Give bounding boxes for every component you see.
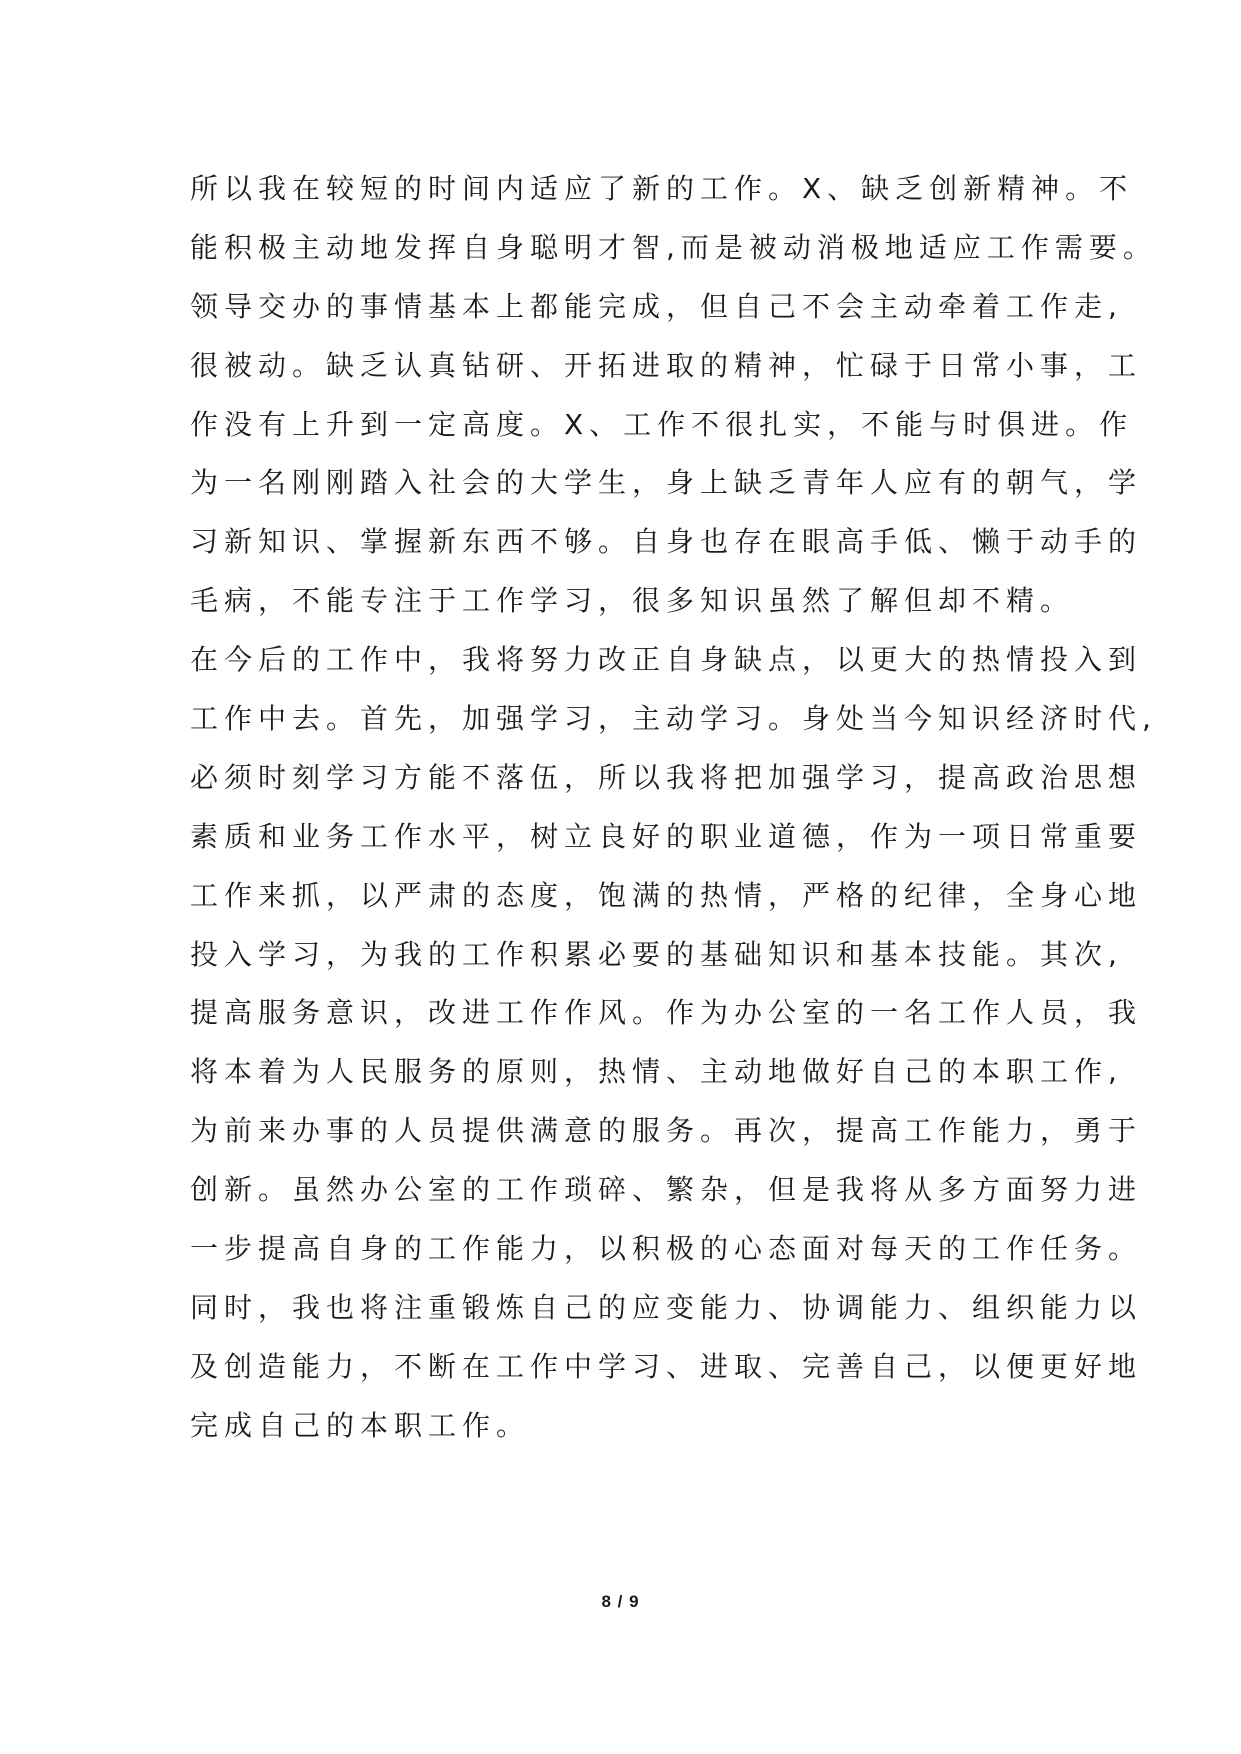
body-text [190,160,1157,1456]
text-line: 为前来办事的人员提供满意的服务。再次，提高工作能力，勇于 [190,1114,1143,1148]
text-line: 习新知识、掌握新东西不够。自身也存在眼高手低、懒于动手的 [190,525,1143,559]
text-line: 工作来抓，以严肃的态度，饱满的热情，严格的纪律，全身心地 [190,878,1143,912]
text-line: 在今后的工作中，我将努力改正自身缺点，以更大的热情投入到 [190,643,1143,677]
text-line: 能积极主动地发挥自身聪明才智,而是被动消极地适应工作需要。 [190,230,1157,264]
text-line: 同时，我也将注重锻炼自己的应变能力、协调能力、组织能力以 [190,1290,1143,1324]
text-line: 一步提高自身的工作能力，以积极的心态面对每天的工作任务。 [190,1232,1143,1266]
text-line: 为一名刚刚踏入社会的大学生，身上缺乏青年人应有的朝气，学 [190,466,1143,500]
text-line: 将本着为人民服务的原则，热情、主动地做好自己的本职工作, [190,1055,1123,1089]
page-number: 8 / 9 [601,1592,640,1611]
text-line: 工作中去。首先，加强学习，主动学习。身处当今知识经济时代, [190,702,1157,736]
text-line: 完成自己的本职工作。 [190,1408,531,1442]
text-line: 创新。虽然办公室的工作琐碎、繁杂，但是我将从多方面努力进 [190,1173,1143,1207]
text-line: 毛病，不能专注于工作学习，很多知识虽然了解但却不精。 [190,584,1075,618]
text-line: 投入学习，为我的工作积累必要的基础知识和基本技能。其次, [190,937,1123,971]
text-line: 所以我在较短的时间内适应了新的工作。X、缺乏创新精神。不 [190,172,1134,205]
text-line: 作没有上升到一定高度。X、工作不很扎实，不能与时俱进。作 [190,407,1134,441]
text-line: 领导交办的事情基本上都能完成，但自己不会主动牵着工作走, [190,289,1123,323]
text-line: 素质和业务工作水平，树立良好的职业道德，作为一项日常重要 [190,819,1143,853]
text-line: 及创造能力，不断在工作中学习、进取、完善自己，以便更好地 [190,1349,1143,1383]
text-line: 很被动。缺乏认真钻研、开拓进取的精神，忙碌于日常小事，工 [190,348,1143,382]
text-line: 提高服务意识，改进工作作风。作为办公室的一名工作人员，我 [190,996,1143,1030]
text-line: 必须时刻学习方能不落伍，所以我将把加强学习，提高政治思想 [190,760,1143,794]
